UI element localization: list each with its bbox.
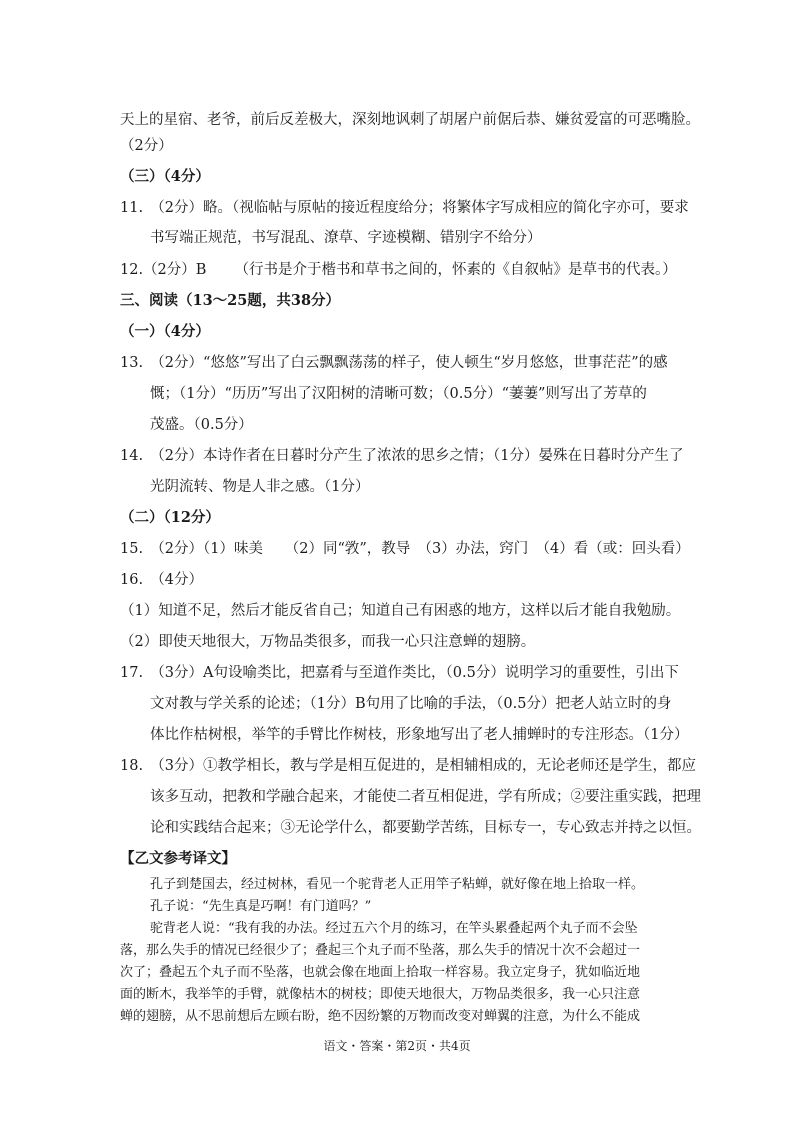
- answer-item-11: 11. （2分）略。（视临帖与原帖的接近程度给分；将繁体字写成相应的简化字亦可，要求: [120, 200, 689, 216]
- text-line: 光阴流转、物是人非之感。（1分）: [150, 479, 370, 495]
- answer-item-14: 14. （2分）本诗作者在日暮时分产生了浓浓的思乡之情；（1分）晏殊在日暮时分产生了: [120, 448, 684, 464]
- text-line: 天上的星宿、老爷，前后反差极大，深刻地讽刺了胡屠户前倨后恭、嫌贫爱富的可恶嘴脸。: [120, 112, 700, 128]
- page-footer: 语文・答案・第2页・共4页: [323, 1039, 471, 1053]
- translation-line: 蝉的翅膀，从不思前想后左顾右盼，绝不因纷繁的万物而改变对蝉翼的注意，为什么不能成: [120, 1009, 641, 1024]
- text-line: 该多互动，把教和学融合起来，才能使二者互相促进，学有所成；②要注重实践，把理: [150, 789, 701, 805]
- text-line: （1）知道不足，然后才能反省自己；知道自己有困惑的地方，这样以后才能自我勉励。: [120, 603, 681, 619]
- text-line: 文对教与学关系的论述；（1分）B句用了比喻的手法，（0.5分）把老人站立时的身: [150, 696, 672, 712]
- translation-heading: 【乙文参考译文】: [120, 850, 236, 867]
- answer-item-18: 18. （3分）①教学相长，教与学是相互促进的，是相辅相成的，无论老师还是学生，都应: [120, 758, 697, 774]
- translation-line: 落，那么失手的情况已经很少了；叠起三个丸子而不坠落，那么失手的情况十次不会超过一: [120, 943, 641, 958]
- answer-item-12: [120, 260, 677, 280]
- answer-item-16: 16. （4分）: [120, 572, 204, 588]
- answer-item-17: 17. （3分）A句设喻类比，把嘉肴与至道作类比，（0.5分）说明学习的重要性，引出下: [120, 665, 679, 681]
- text-line: （2）即使天地很大，万物品类很多，而我一心只注意蝉的翅膀。: [120, 634, 536, 650]
- translation-line: 孔子说：“先生真是巧啊！有门道吗？”: [150, 899, 372, 914]
- text-line: 体比作枯树根，举竿的手臂比作树枝，形象地写出了老人捕蝉时的专注形态。（1分）: [150, 727, 689, 743]
- section-heading: （二）（12分）: [120, 509, 220, 526]
- text-line: 茂盛。（0.5分）: [150, 417, 253, 433]
- translation-line: 次了；叠起五个丸子而不坠落，也就会像在地面上拾取一样容易。我立定身子，犹如临近地: [120, 965, 641, 980]
- section-heading: 三、阅读（13～25题，共38分）: [120, 292, 341, 309]
- section-heading: （一）（4分）: [120, 323, 210, 340]
- section-heading: （三）（4分）: [120, 168, 210, 185]
- translation-line: 面的断木，我举竿的手臂，就像枯木的树枝；即使天地很大，万物品类很多，我一心只注意: [120, 987, 641, 1002]
- translation-line: 驼背老人说：“我有我的办法。经过五六个月的练习，在竿头累叠起两个丸子而不会坠: [150, 921, 638, 936]
- answer-item-13: 13. （2分）“悠悠”写出了白云飘飘荡荡的样子，使人顿生“岁月悠悠，世事茫茫”的感: [120, 355, 668, 371]
- text-line: 书写端正规范，书写混乱、潦草、字迹模糊、错别字不给分）: [150, 230, 542, 246]
- text-line: 论和实践结合起来；③无论学什么，都要勤学苦练，目标专一，专心致志并持之以恒。: [150, 820, 701, 836]
- text-line: （2分）: [120, 138, 173, 154]
- answer-item-15: 15. （2分）（1）味美 （2）同“敩”，教导 （3）办法，窍门 （4）看（或：回头看）: [120, 541, 690, 557]
- answer-item-12-note: （行书是介于楷书和草书之间的，怀素的《自叙帖》是草书的代表。）: [234, 262, 677, 278]
- answer-item-12-label: 12.（2分）B: [120, 262, 207, 278]
- translation-line: 孔子到楚国去，经过树林，看见一个驼背老人正用竿子粘蝉，就好像在地上拾取一样。: [150, 877, 645, 892]
- text-line: 慨；（1分）“历历”写出了汉阳树的清晰可数；（0.5分）“萋萋”则写出了芳草的: [150, 386, 647, 402]
